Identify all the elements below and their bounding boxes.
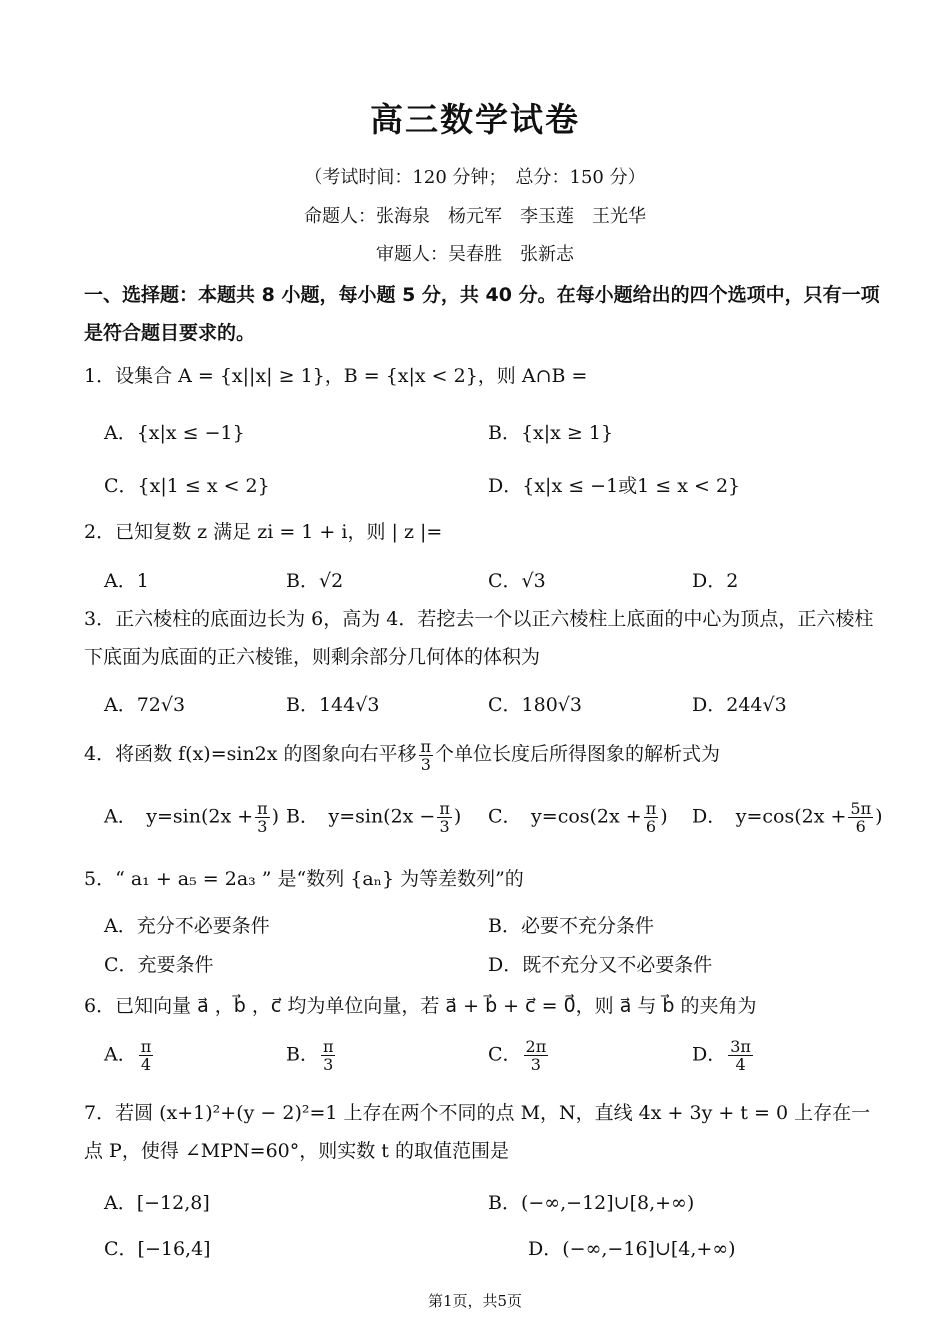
question-6: 6．已知向量 a⃗ ，b⃗ ，c⃗ 均为单位向量，若 a⃗ + b⃗ + c⃗ = 0⃗，则 a⃗ 与 b⃗ 的夹角为 bbox=[84, 995, 757, 1017]
q4-option-b: B． y=sin(2x − $\frac{\pi}{3}$ ) bbox=[286, 799, 462, 836]
reviewers: 审题人：吴春胜 张新志 bbox=[376, 244, 574, 265]
q6-option-a: A． $\frac{\pi}{4}$ bbox=[104, 1037, 152, 1074]
authors: 命题人：张海泉 杨元军 李玉莲 王光华 bbox=[304, 206, 646, 227]
question-4 bbox=[84, 735, 884, 773]
q7-option-b: B．(−∞,−12]∪[8,+∞) bbox=[488, 1192, 695, 1214]
q1-option-b: B．{x|x ≥ 1} bbox=[488, 422, 614, 444]
q6-option-d: D． $\frac{3\pi}{4}$ bbox=[692, 1037, 751, 1074]
q1-option-c: C．{x|1 ≤ x < 2} bbox=[104, 475, 270, 497]
q7-option-c: C．[−16,4] bbox=[104, 1238, 211, 1260]
exam-info: （考试时间：120 分钟； 总分：150 分） bbox=[304, 167, 646, 188]
q5-option-b: B．必要不充分条件 bbox=[488, 915, 654, 937]
q5-option-d: D．既不充分又不必要条件 bbox=[488, 954, 713, 976]
q4-option-a: A． y=sin(2x + $\frac{\pi}{3}$ ) bbox=[104, 799, 280, 836]
question-1: 1．设集合 A = {x||x| ≥ 1}，B = {x|x < 2}，则 A∩B = bbox=[84, 365, 588, 387]
q3-option-c: C．180√3 bbox=[488, 694, 582, 716]
question-2: 2．已知复数 z 满足 zi = 1 + i，则 | z |= bbox=[84, 521, 443, 543]
q5-option-c: C．充要条件 bbox=[104, 954, 214, 976]
q3-option-b: B．144√3 bbox=[286, 694, 380, 716]
q4-stem-pre: 4．将函数 f(x)=sin2x 的图象向右平移 bbox=[84, 743, 417, 765]
question-7: 7．若圆 (x+1)²+(y − 2)²=1 上存在两个不同的点 M，N，直线 4x + 3y + t = 0 上存在一点 P，使得 ∠MPN=60°，则实数 t 的取值范围是 bbox=[84, 1102, 871, 1162]
q4-option-d: D． y=cos(2x + $\frac{5\pi}{6}$ ) bbox=[692, 799, 883, 836]
q2-option-b: B．√2 bbox=[286, 570, 344, 592]
q5-option-a: A．充分不必要条件 bbox=[104, 915, 270, 937]
q3-option-d: D．244√3 bbox=[692, 694, 787, 716]
question-5: 5．“ a₁ + a₅ = 2a₃ ” 是“数列 {aₙ} 为等差数列”的 bbox=[84, 868, 524, 890]
q6-option-c: C． $\frac{2\pi}{3}$ bbox=[488, 1037, 547, 1074]
q2-option-c: C．√3 bbox=[488, 570, 546, 592]
section-heading: 一、选择题：本题共 8 小题，每小题 5 分，共 40 分。在每小题给出的四个选项中，只有一项是符合题目要求的。 bbox=[84, 284, 880, 344]
page-footer: 第1页，共5页 bbox=[427, 1292, 523, 1310]
q4-option-c: C． y=cos(2x + $\frac{\pi}{6}$ ) bbox=[488, 799, 668, 836]
q2-option-a: A．1 bbox=[104, 570, 149, 592]
q7-option-a: A．[−12,8] bbox=[104, 1192, 210, 1214]
q4-stem-post: 个单位长度后所得图象的解析式为 bbox=[435, 743, 721, 765]
q4-fraction: $\frac{\pi}{3}$ bbox=[420, 736, 432, 774]
q7-option-d: D．(−∞,−16]∪[4,+∞) bbox=[528, 1238, 736, 1260]
q3-option-a: A．72√3 bbox=[104, 694, 186, 716]
question-3: 3．正六棱柱的底面边长为 6，高为 4．若挖去一个以正六棱柱上底面的中心为顶点，正六棱柱下底面为底面的正六棱锥，则剩余部分几何体的体积为 bbox=[84, 608, 874, 668]
page-title: 高三数学试卷 bbox=[370, 100, 580, 139]
q6-option-b: B． $\frac{\pi}{3}$ bbox=[286, 1037, 334, 1074]
q1-option-a: A．{x|x ≤ −1} bbox=[104, 422, 245, 444]
q1-option-d: D．{x|x ≤ −1或1 ≤ x < 2} bbox=[488, 475, 741, 497]
q2-option-d: D．2 bbox=[692, 570, 739, 592]
